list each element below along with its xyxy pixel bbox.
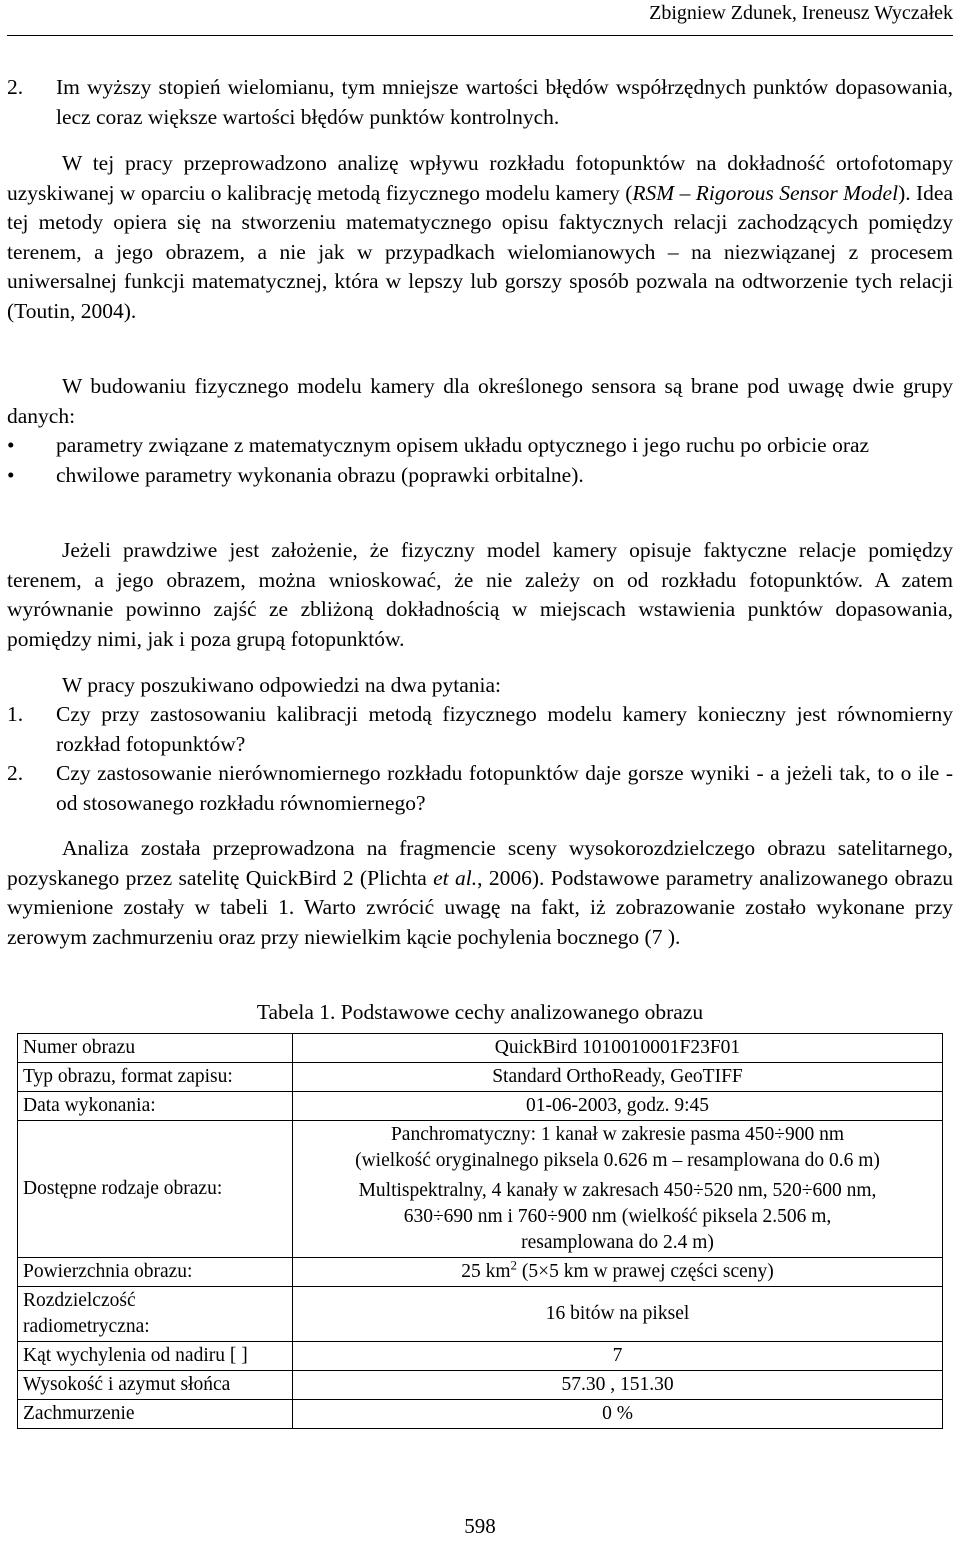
list-item-2 xyxy=(7,73,953,132)
table-value: QuickBird 1010010001F23F01 xyxy=(293,1034,943,1063)
table-row xyxy=(18,1063,943,1092)
table-value: 7 xyxy=(293,1342,943,1371)
paragraph-analysis-italic: et al. xyxy=(433,865,478,890)
table-row xyxy=(18,1258,943,1287)
table-key: Data wykonania: xyxy=(18,1092,293,1121)
paragraph-model: W budowaniu fizycznego modelu kamery dla określonego sensora są brane pod uwagę dwie grupy danych: xyxy=(7,374,953,428)
table-value-line: (wielkość oryginalnego piksela 0.626 m – resamplowana do 0.6 m) xyxy=(355,1150,880,1171)
table-key-line: Rozdzielczość xyxy=(23,1290,136,1311)
table-key: Powierzchnia obrazu: xyxy=(18,1258,293,1287)
area-superscript: 2 xyxy=(510,1257,517,1273)
table-key: Wysokość i azymut słońca xyxy=(18,1371,293,1400)
table-value: 16 bitów na piksel xyxy=(293,1287,943,1342)
question-text: Czy przy zastosowaniu kalibracji metodą fizycznego modelu kamery konieczny jest równomierny rozkład fotopunktów? xyxy=(56,702,953,756)
table-value-line: 630÷690 nm i 760÷900 nm (wielkość piksela 2.506 m, xyxy=(403,1206,832,1227)
area-value-b: (5×5 km w prawej części sceny) xyxy=(516,1261,774,1282)
bullet-item xyxy=(7,431,953,461)
paragraph-rsm-b: ). Idea tej metody opiera się na stworzeniu matematycznego opisu faktycznych relacji zachodzących pomiędzy terenem, a jego obrazem, a nie jak w przypadkach wielomianowych – na niezwiązanej z procesem uniwersalnej funkcji matematycznej, która w lepszy lub gorszy sposób pozwala na odtworzenie tych relacji (Toutin, 2004). xyxy=(7,180,954,323)
question-number: 2. xyxy=(7,761,24,785)
table-value: 01-06-2003, godz. 9:45 xyxy=(293,1092,943,1121)
table-key xyxy=(18,1287,293,1342)
table-value: Standard OrthoReady, GeoTIFF xyxy=(293,1063,943,1092)
table-key: Zachmurzenie xyxy=(18,1400,293,1429)
bullet-symbol: • xyxy=(7,462,15,487)
paragraph-rsm-a: W tej pracy przeprowadzono analizę wpływu rozkładu fotopunktów na dokładność ortofotomapy uzyskiwanej w oparciu o kalibrację metodą fizycznego modelu kamery ( xyxy=(7,151,953,205)
question-item xyxy=(7,700,953,759)
table-value: 57.30 , 151.30 xyxy=(293,1371,943,1400)
table-key: Dostępne rodzaje obrazu: xyxy=(18,1121,293,1258)
paragraph-rsm xyxy=(7,149,953,326)
list-text: Im wyższy stopień wielomianu, tym mniejsze wartości błędów współrzędnych punktów dopasowania, lecz coraz większe wartości błędów punktów kontrolnych. xyxy=(56,75,953,129)
table-key: Typ obrazu, format zapisu: xyxy=(18,1063,293,1092)
table-key: Numer obrazu xyxy=(18,1034,293,1063)
table-row xyxy=(18,1121,943,1258)
bullet-text: chwilowe parametry wykonania obrazu (poprawki orbitalne). xyxy=(56,462,584,487)
paragraph-analysis-a: Analiza została przeprowadzona na fragmencie sceny wysokorozdzielczego obrazu satelitarnego, pozyskanego przez satelitę QuickBird 2 (Plichta xyxy=(7,836,953,890)
table-value xyxy=(293,1258,943,1287)
header-rule xyxy=(7,35,953,36)
area-value-a: 25 km xyxy=(461,1261,511,1282)
bullet-text: parametry związane z matematycznym opisem układu optycznego i jego ruchu po orbicie oraz xyxy=(56,433,870,457)
table-row xyxy=(18,1400,943,1429)
paragraph-questions-intro: W pracy poszukiwano odpowiedzi na dwa pytania: xyxy=(62,673,502,697)
table-value-line: Panchromatyczny: 1 kanał w zakresie pasma 450÷900 nm xyxy=(390,1124,845,1145)
table-caption: Tabela 1. Podstawowe cechy analizowanego obrazu xyxy=(256,1000,704,1024)
table-row xyxy=(18,1092,943,1121)
question-text: Czy zastosowanie nierównomiernego rozkładu fotopunktów daje gorsze wyniki - a jeżeli tak, to o ile - od stosowanego rozkładu równomiernego? xyxy=(56,761,953,815)
table-value-line: resamplowana do 2.4 m) xyxy=(521,1232,714,1253)
bullet-symbol: • xyxy=(7,433,15,457)
bullet-list xyxy=(7,431,953,490)
table-row xyxy=(18,1287,943,1342)
table-value xyxy=(293,1121,943,1258)
properties-table xyxy=(17,1033,943,1429)
running-header: Zbigniew Zdunek, Ireneusz Wyczałek xyxy=(649,2,953,24)
page xyxy=(7,0,953,1539)
question-item xyxy=(7,759,953,818)
bullet-item xyxy=(7,461,953,491)
questions-list xyxy=(7,700,953,818)
table-key-line: radiometryczna: xyxy=(23,1316,150,1337)
paragraph-analysis xyxy=(7,834,953,952)
table-value-line: Multispektralny, 4 kanały w zakresach 450÷520 nm, 520÷600 nm, xyxy=(358,1180,877,1201)
table-row xyxy=(18,1371,943,1400)
paragraph-analysis-b: , 2006). Podstawowe parametry analizowanego obrazu wymienione zostały w tabeli 1. Warto zwrócić uwagę na fakt, iż zobrazowanie zostało wykonane przy zerowym zachmurzeniu oraz przy niewielkim kącie pochylenia bocznego (7 ). xyxy=(7,865,953,949)
paragraph-assumption: Jeżeli prawdziwe jest założenie, że fizyczny model kamery opisuje faktyczne relacje pomiędzy terenem, a jego obrazem, można wnioskować, że nie zależy on od rozkładu fotopunktów. A zatem wyrównanie powinno zajść ze zbliżoną dokładnością w miejscach wstawienia punktów dopasowania, pomiędzy nimi, jak i poza grupą fotopunktów. xyxy=(7,538,953,651)
table-row xyxy=(18,1342,943,1371)
table-key: Kąt wychylenia od nadiru [ ] xyxy=(18,1342,293,1371)
paragraph-rsm-italic: RSM – Rigorous Sensor Model xyxy=(632,180,899,205)
table-row xyxy=(18,1034,943,1063)
question-number: 1. xyxy=(7,702,24,726)
list-number: 2. xyxy=(7,75,24,99)
page-number: 598 xyxy=(464,1514,496,1538)
table-value: 0 % xyxy=(293,1400,943,1429)
